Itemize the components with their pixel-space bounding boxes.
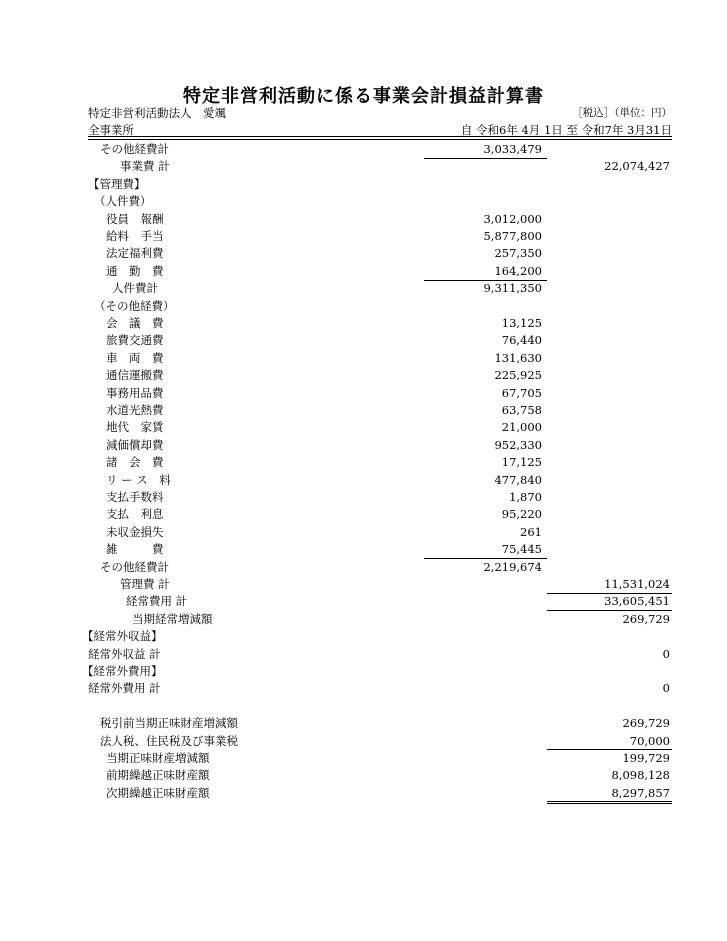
row-total: 8,098,128 [611,768,670,783]
row-label: リ ー ス 料 [106,472,171,487]
row-amount: 225,925 [494,368,542,383]
row-label: 給料 手当 [106,229,164,243]
row-label: 当期経常増減額 [132,611,213,626]
grand-total-double-rule [547,801,672,804]
row-amount: 75,445 [501,542,542,557]
row-net-change [88,750,672,767]
row-label: 経常外収益 計 [88,646,161,661]
row-amount: 17,125 [501,455,542,470]
row-prior-carryover [88,767,672,784]
row-label: 税引前当期正味財産増減額 [100,716,238,731]
row-amount: 131,630 [494,350,542,365]
row-amount: 261 [520,524,542,539]
row-label: 次期繰越正味財産額 [106,785,210,800]
row-label: 役員 報酬 [106,211,164,226]
total-rule [547,593,672,594]
fiscal-period: 自 令和6年 4月 1日 至 令和7年 3月31日 [460,123,672,137]
row-label: 【管理費】 [88,176,146,191]
subtotal-rule [424,158,547,159]
row-item [88,524,672,541]
row-item [88,263,672,280]
row-item [88,506,672,523]
row-next-carryover [88,785,672,802]
subtotal-rule [424,280,547,281]
row-amount: 9,311,350 [483,281,542,296]
row-total: 269,729 [622,611,670,626]
row-section-extraordinary-income [82,628,672,645]
total-rule [547,610,672,611]
row-amount: 477,840 [494,472,542,487]
row-label: 通 勤 費 [106,263,164,278]
row-amount: 3,012,000 [483,211,542,226]
row-label: 地代 家賃 [106,420,164,435]
row-amount: 952,330 [494,437,542,452]
header-rule [88,136,672,137]
row-label: 事業費 計 [120,159,170,174]
row-label: 人件費計 [112,281,158,296]
row-ordinary-change [88,611,672,628]
row-label: 通信運搬費 [106,368,164,383]
row-label: 雑 費 [106,542,164,557]
row-label: （人件費） [94,194,152,209]
row-item [88,419,672,436]
row-item [88,472,672,489]
row-item [88,437,672,454]
row-label: 会 議 費 [106,316,164,330]
row-total: 70,000 [629,733,670,748]
row-pretax-change [88,715,672,732]
organization-name: 特定非営利活動法人 愛颯 [88,106,226,120]
subtotal-rule [424,558,547,559]
row-total: 11,531,024 [604,577,670,591]
row-total: 0 [662,681,670,696]
row-section-admin [88,176,672,193]
row-extraordinary-income-total [88,646,672,663]
row-label: 【経常外費用】 [82,664,163,678]
row-label: 【経常外収益】 [82,629,163,644]
row-total: 22,074,427 [604,159,670,174]
row-amount: 2,219,674 [483,559,542,574]
row-label: 当期正味財産増減額 [106,751,210,765]
row-item [88,211,672,228]
row-total: 8,297,857 [611,785,670,800]
row-label: 法人税、住民税及び事業税 [100,733,238,748]
row-item [88,245,672,262]
row-section-extraordinary-expenses [82,663,672,680]
row-group-other-expenses [88,298,672,315]
row-business-expenses-total [88,158,672,175]
row-taxes [88,733,672,750]
row-label: 諸 会 費 [106,455,164,470]
row-ordinary-expenses-total [88,593,672,610]
row-extraordinary-expenses-total [88,680,672,697]
row-amount: 67,705 [501,385,542,400]
row-label: 経常外費用 計 [88,681,161,696]
row-amount: 63,758 [501,403,542,417]
row-amount: 13,125 [501,316,542,330]
row-item [88,350,672,367]
statement-title: 特定非営利活動に係る事業会計損益計算書 [183,86,544,107]
segment-label: 全事業所 [88,123,134,137]
row-item [88,454,672,471]
row-label: （その他経費） [94,298,175,313]
row-item [88,385,672,402]
row-amount: 5,877,800 [483,229,542,243]
row-amount: 164,200 [494,263,542,278]
row-label: 経常費用 計 [126,594,188,609]
row-label: 支払手数料 [106,490,164,504]
row-total: 269,729 [622,716,670,731]
row-total: 33,605,451 [604,594,670,609]
total-rule [547,749,672,750]
row-amount: 257,350 [494,246,542,261]
row-item [88,315,672,332]
row-item [88,367,672,384]
row-label: 法定福利費 [106,246,164,261]
row-item [88,541,672,558]
row-amount: 3,033,479 [483,142,542,156]
row-label: 管理費 計 [120,577,170,591]
row-label: 旅費交通費 [106,333,164,348]
row-amount: 76,440 [501,333,542,348]
row-label: その他経費計 [100,142,169,156]
unit-note: ［税込］（単位：円） [572,107,672,119]
row-group-personnel [88,193,672,210]
row-admin-total [88,576,672,593]
row-personnel-subtotal [88,280,672,297]
row-total: 199,729 [622,751,670,765]
row-total: 0 [662,646,670,661]
header-rule-inner [88,139,672,140]
row-amount: 95,220 [501,507,542,522]
row-label: 事務用品費 [106,385,164,400]
row-item [88,332,672,349]
row-item [88,402,672,419]
row-label: 未収金損失 [106,524,164,539]
spacer-row [88,698,672,715]
row-label: 支払 利息 [106,507,164,522]
row-label: その他経費計 [100,559,169,574]
row-label: 車 両 費 [106,350,164,365]
row-label: 前期繰越正味財産額 [106,768,210,783]
row-other-expenses-subtotal [88,141,672,158]
row-amount: 21,000 [501,420,542,435]
row-label: 水道光熱費 [106,403,164,417]
row-item [88,489,672,506]
row-item [88,228,672,245]
row-label: 減価償却費 [106,437,164,452]
row-other-expenses-subtotal [88,559,672,576]
row-amount: 1,870 [509,490,542,504]
